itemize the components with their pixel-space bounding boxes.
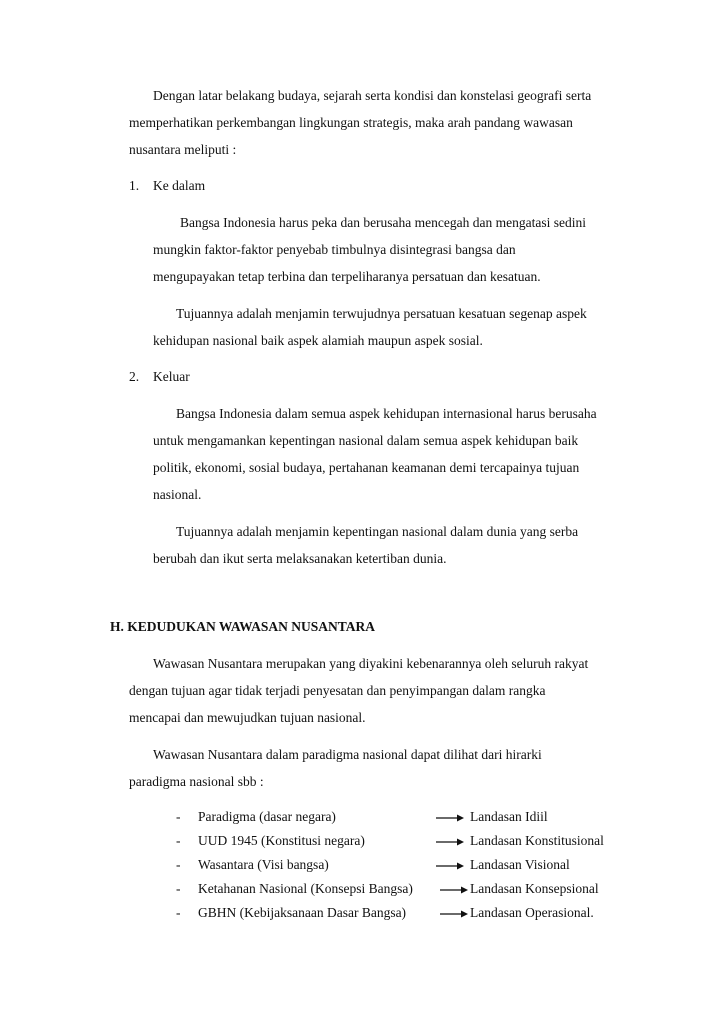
- hierarchy-target: Landasan Operasional.: [470, 905, 594, 920]
- paragraph-line: untuk mengamankan kepentingan nasional dalam semua aspek kehidupan baik: [153, 433, 579, 448]
- paragraph-line: Bangsa Indonesia harus peka dan berusaha mencegah dan mengatasi sedini: [180, 215, 586, 230]
- paragraph-line: dengan tujuan agar tidak terjadi penyesatan dan penyimpangan dalam rangka: [129, 683, 546, 698]
- paragraph-line: politik, ekonomi, sosial budaya, pertahanan keamanan demi tercapainya tujuan: [153, 460, 580, 475]
- bullet-dash: -: [176, 833, 181, 848]
- paragraph-line: mengupayakan tetap terbina dan terpeliharanya persatuan dan kesatuan.: [153, 269, 541, 284]
- hierarchy-source: UUD 1945 (Konstitusi negara): [198, 833, 365, 848]
- paragraph-line: kehidupan nasional baik aspek alamiah maupun aspek sosial.: [153, 333, 483, 348]
- right-arrow-icon: [436, 813, 464, 823]
- bullet-dash: -: [176, 905, 181, 920]
- paragraph-line: nusantara meliputi :: [129, 142, 237, 157]
- list-number: 2.: [129, 369, 140, 384]
- hierarchy-target: Landasan Idiil: [470, 809, 548, 824]
- right-arrow-icon: [440, 885, 468, 895]
- hierarchy-source: Ketahanan Nasional (Konsepsi Bangsa): [198, 881, 413, 896]
- list-number: 1.: [129, 178, 140, 193]
- paragraph-line: berubah dan ikut serta melaksanakan ketertiban dunia.: [153, 551, 447, 566]
- hierarchy-target: Landasan Konsepsional: [470, 881, 599, 896]
- paragraph-line: mungkin faktor-faktor penyebab timbulnya disintegrasi bangsa dan: [153, 242, 516, 257]
- bullet-dash: -: [176, 809, 181, 824]
- paragraph-line: Bangsa Indonesia dalam semua aspek kehidupan internasional harus berusaha: [176, 406, 597, 421]
- right-arrow-icon: [436, 837, 464, 847]
- paragraph-line: memperhatikan perkembangan lingkungan strategis, maka arah pandang wawasan: [129, 115, 573, 130]
- bullet-dash: -: [176, 881, 181, 896]
- paragraph-line: mencapai dan mewujudkan tujuan nasional.: [129, 710, 366, 725]
- paragraph-line: Wawasan Nusantara merupakan yang diyakini kebenarannya oleh seluruh rakyat: [153, 656, 589, 671]
- right-arrow-icon: [440, 909, 468, 919]
- paragraph-line: Wawasan Nusantara dalam paradigma nasional dapat dilihat dari hirarki: [153, 747, 542, 762]
- paragraph-line: Tujuannya adalah menjamin kepentingan nasional dalam dunia yang serba: [176, 524, 579, 539]
- paragraph-line: Tujuannya adalah menjamin terwujudnya persatuan kesatuan segenap aspek: [176, 306, 587, 321]
- section-heading: H. KEDUDUKAN WAWASAN NUSANTARA: [110, 619, 376, 634]
- paragraph-line: paradigma nasional sbb :: [129, 774, 264, 789]
- list-item-title: Ke dalam: [153, 178, 206, 193]
- bullet-dash: -: [176, 857, 181, 872]
- list-item-title: Keluar: [153, 369, 190, 384]
- paragraph-line: Dengan latar belakang budaya, sejarah serta kondisi dan konstelasi geografi serta: [153, 88, 592, 103]
- hierarchy-source: GBHN (Kebijaksanaan Dasar Bangsa): [198, 905, 407, 920]
- paragraph-line: nasional.: [153, 487, 202, 502]
- hierarchy-target: Landasan Visional: [470, 857, 570, 872]
- hierarchy-source: Wasantara (Visi bangsa): [198, 857, 329, 872]
- right-arrow-icon: [436, 861, 464, 871]
- hierarchy-target: Landasan Konstitusional: [470, 833, 604, 848]
- hierarchy-source: Paradigma (dasar negara): [198, 809, 336, 824]
